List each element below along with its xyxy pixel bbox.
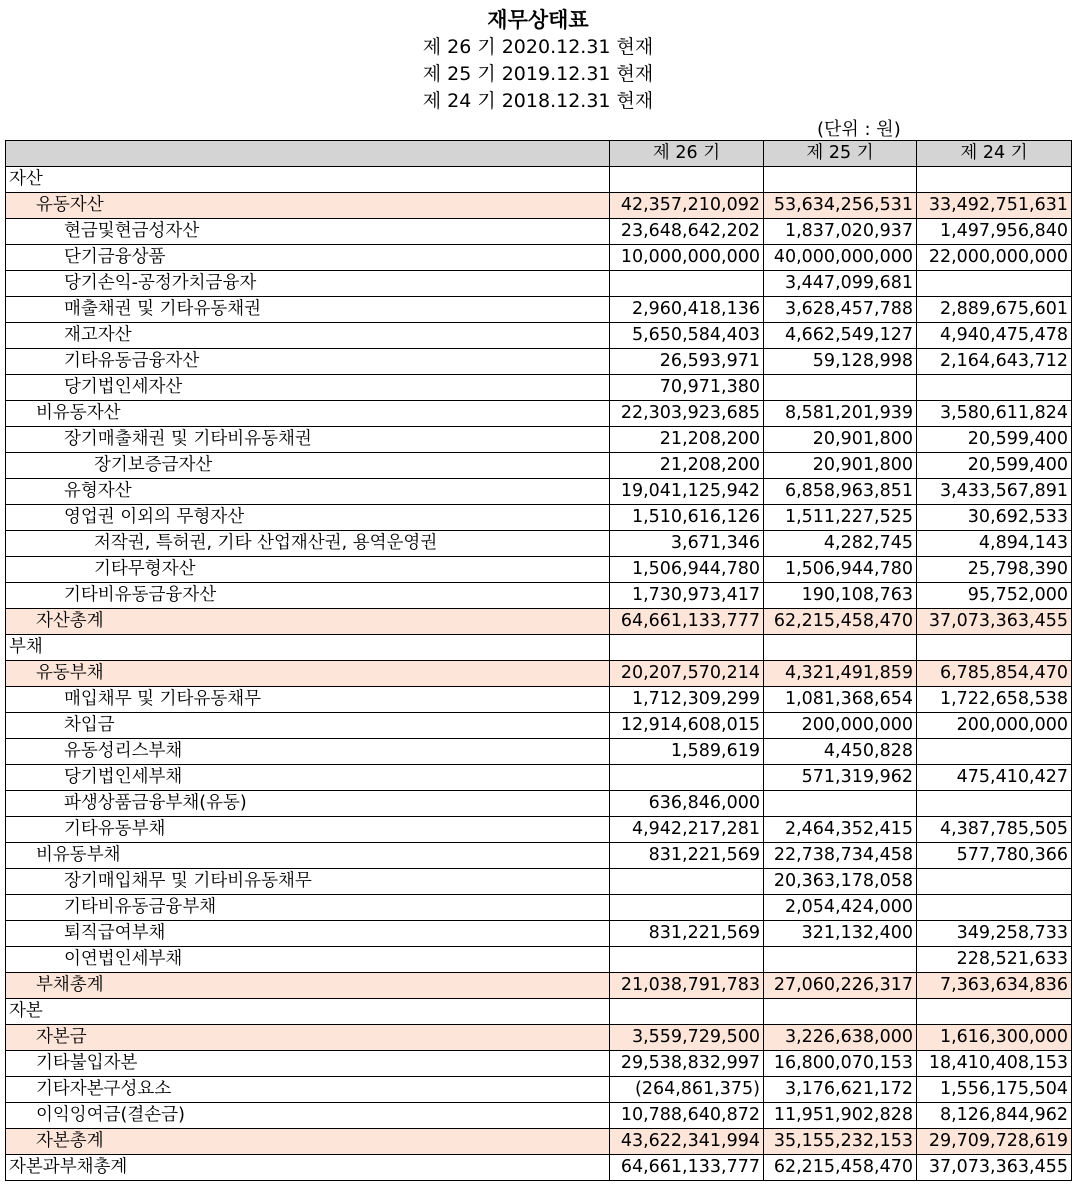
table-row <box>6 479 1072 505</box>
statement-title: 재무상태표 <box>487 8 589 32</box>
unit-label: (단위 : 원) <box>817 119 901 140</box>
value-period-25: 3,226,638,000 <box>764 1025 917 1051</box>
header-period-24: 제 24 기 <box>917 141 1072 167</box>
value-period-26: 3,559,729,500 <box>610 1025 764 1051</box>
account-label: 기타비유동금융부채 <box>6 895 610 921</box>
value-period-26: 19,041,125,942 <box>610 479 764 505</box>
table-row <box>6 765 1072 791</box>
value-period-25: 4,450,828 <box>764 739 917 765</box>
value-period-25: 2,464,352,415 <box>764 817 917 843</box>
account-label: 자본총계 <box>6 1129 610 1155</box>
value-period-24: 30,692,533 <box>917 505 1072 531</box>
value-period-26: 2,960,418,136 <box>610 297 764 323</box>
value-period-25: 1,837,020,937 <box>764 219 917 245</box>
value-period-25 <box>764 947 917 973</box>
value-period-26 <box>610 635 764 661</box>
value-period-24: 1,616,300,000 <box>917 1025 1072 1051</box>
value-period-26: 22,303,923,685 <box>610 401 764 427</box>
value-period-26: 1,730,973,417 <box>610 583 764 609</box>
value-period-24 <box>917 869 1072 895</box>
table-row <box>6 635 1072 661</box>
account-label: 유동성리스부채 <box>6 739 610 765</box>
value-period-24: 7,363,634,836 <box>917 973 1072 999</box>
account-label: 퇴직급여부채 <box>6 921 610 947</box>
value-period-25: 1,511,227,525 <box>764 505 917 531</box>
value-period-24 <box>917 167 1072 193</box>
value-period-26: 5,650,584,403 <box>610 323 764 349</box>
account-label: 당기법인세자산 <box>6 375 610 401</box>
account-label: 기타유동금융자산 <box>6 349 610 375</box>
table-row <box>6 609 1072 635</box>
table-row <box>6 713 1072 739</box>
table-row <box>6 817 1072 843</box>
account-label: 파생상품금융부채(유동) <box>6 791 610 817</box>
table-row <box>6 531 1072 557</box>
value-period-24 <box>917 895 1072 921</box>
value-period-26: 64,661,133,777 <box>610 1155 764 1181</box>
value-period-25: 4,321,491,859 <box>764 661 917 687</box>
value-period-25: 8,581,201,939 <box>764 401 917 427</box>
value-period-26: 1,589,619 <box>610 739 764 765</box>
value-period-24: 95,752,000 <box>917 583 1072 609</box>
value-period-26: 831,221,569 <box>610 921 764 947</box>
header-period-26: 제 26 기 <box>610 141 764 167</box>
table-row <box>6 245 1072 271</box>
value-period-25: 321,132,400 <box>764 921 917 947</box>
header-account <box>6 141 610 167</box>
account-label: 부채 <box>6 635 610 661</box>
table-row <box>6 1051 1072 1077</box>
value-period-26: 3,671,346 <box>610 531 764 557</box>
value-period-24: 3,433,567,891 <box>917 479 1072 505</box>
table-row <box>6 999 1072 1025</box>
value-period-26: 70,971,380 <box>610 375 764 401</box>
table-row <box>6 349 1072 375</box>
value-period-26 <box>610 999 764 1025</box>
value-period-24: 349,258,733 <box>917 921 1072 947</box>
value-period-26: 636,846,000 <box>610 791 764 817</box>
balance-sheet-table <box>5 140 1072 1181</box>
value-period-25 <box>764 167 917 193</box>
value-period-26: (264,861,375) <box>610 1077 764 1103</box>
value-period-26: 64,661,133,777 <box>610 609 764 635</box>
value-period-25: 20,901,800 <box>764 453 917 479</box>
value-period-26: 20,207,570,214 <box>610 661 764 687</box>
value-period-26: 42,357,210,092 <box>610 193 764 219</box>
table-row <box>6 375 1072 401</box>
account-label: 기타무형자산 <box>6 557 610 583</box>
value-period-24: 1,497,956,840 <box>917 219 1072 245</box>
value-period-24: 475,410,427 <box>917 765 1072 791</box>
value-period-25: 59,128,998 <box>764 349 917 375</box>
table-row <box>6 505 1072 531</box>
account-label: 기타비유동금융자산 <box>6 583 610 609</box>
value-period-25: 3,176,621,172 <box>764 1077 917 1103</box>
table-row <box>6 973 1072 999</box>
value-period-24: 33,492,751,631 <box>917 193 1072 219</box>
header-row <box>6 141 1072 167</box>
table-row <box>6 167 1072 193</box>
value-period-26 <box>610 947 764 973</box>
value-period-26: 1,506,944,780 <box>610 557 764 583</box>
account-label: 부채총계 <box>6 973 610 999</box>
value-period-25 <box>764 375 917 401</box>
value-period-24 <box>917 635 1072 661</box>
account-label: 유형자산 <box>6 479 610 505</box>
value-period-26 <box>610 167 764 193</box>
table-row <box>6 1025 1072 1051</box>
table-row <box>6 427 1072 453</box>
account-label: 기타자본구성요소 <box>6 1077 610 1103</box>
value-period-26: 29,538,832,997 <box>610 1051 764 1077</box>
table-row <box>6 661 1072 687</box>
value-period-25: 62,215,458,470 <box>764 1155 917 1181</box>
value-period-24 <box>917 375 1072 401</box>
account-label: 비유동자산 <box>6 401 610 427</box>
value-period-26 <box>610 895 764 921</box>
value-period-24: 1,722,658,538 <box>917 687 1072 713</box>
value-period-25 <box>764 791 917 817</box>
table-row <box>6 557 1072 583</box>
value-period-25: 27,060,226,317 <box>764 973 917 999</box>
account-label: 매입채무 및 기타유동채무 <box>6 687 610 713</box>
value-period-24 <box>917 791 1072 817</box>
value-period-26: 10,788,640,872 <box>610 1103 764 1129</box>
value-period-24: 200,000,000 <box>917 713 1072 739</box>
table-row <box>6 947 1072 973</box>
value-period-25 <box>764 999 917 1025</box>
account-label: 이연법인세부채 <box>6 947 610 973</box>
value-period-24: 3,580,611,824 <box>917 401 1072 427</box>
account-label: 차입금 <box>6 713 610 739</box>
account-label: 기타유동부채 <box>6 817 610 843</box>
value-period-24: 20,599,400 <box>917 427 1072 453</box>
value-period-24: 25,798,390 <box>917 557 1072 583</box>
account-label: 장기매입채무 및 기타비유동채무 <box>6 869 610 895</box>
value-period-24 <box>917 271 1072 297</box>
value-period-26: 23,648,642,202 <box>610 219 764 245</box>
table-row <box>6 323 1072 349</box>
table-row <box>6 401 1072 427</box>
table-row <box>6 219 1072 245</box>
value-period-24: 22,000,000,000 <box>917 245 1072 271</box>
value-period-25: 3,447,099,681 <box>764 271 917 297</box>
table-row <box>6 1129 1072 1155</box>
value-period-26: 43,622,341,994 <box>610 1129 764 1155</box>
value-period-24: 4,940,475,478 <box>917 323 1072 349</box>
account-label: 자본금 <box>6 1025 610 1051</box>
table-row <box>6 297 1072 323</box>
value-period-25: 22,738,734,458 <box>764 843 917 869</box>
value-period-25: 40,000,000,000 <box>764 245 917 271</box>
value-period-24: 37,073,363,455 <box>917 1155 1072 1181</box>
value-period-25: 35,155,232,153 <box>764 1129 917 1155</box>
account-label: 유동부채 <box>6 661 610 687</box>
value-period-25: 3,628,457,788 <box>764 297 917 323</box>
value-period-24: 8,126,844,962 <box>917 1103 1072 1129</box>
value-period-26: 4,942,217,281 <box>610 817 764 843</box>
account-label: 유동자산 <box>6 193 610 219</box>
value-period-26: 21,038,791,783 <box>610 973 764 999</box>
value-period-26: 1,510,616,126 <box>610 505 764 531</box>
table-row <box>6 271 1072 297</box>
value-period-26: 1,712,309,299 <box>610 687 764 713</box>
value-period-26: 21,208,200 <box>610 453 764 479</box>
header-period-25: 제 25 기 <box>764 141 917 167</box>
value-period-24 <box>917 999 1072 1025</box>
account-label: 이익잉여금(결손금) <box>6 1103 610 1129</box>
table-row <box>6 687 1072 713</box>
account-label: 장기보증금자산 <box>6 453 610 479</box>
value-period-25: 16,800,070,153 <box>764 1051 917 1077</box>
period-line-25: 제 25 기 2019.12.31 현재 <box>422 63 654 85</box>
account-label: 영업권 이외의 무형자산 <box>6 505 610 531</box>
value-period-26: 26,593,971 <box>610 349 764 375</box>
account-label: 현금및현금성자산 <box>6 219 610 245</box>
table-row <box>6 1077 1072 1103</box>
value-period-25: 2,054,424,000 <box>764 895 917 921</box>
value-period-26: 21,208,200 <box>610 427 764 453</box>
value-period-24: 577,780,366 <box>917 843 1072 869</box>
value-period-26: 10,000,000,000 <box>610 245 764 271</box>
value-period-25: 20,363,178,058 <box>764 869 917 895</box>
value-period-26 <box>610 765 764 791</box>
table-row <box>6 921 1072 947</box>
value-period-25: 571,319,962 <box>764 765 917 791</box>
account-label: 자산 <box>6 167 610 193</box>
account-label: 자산총계 <box>6 609 610 635</box>
value-period-24: 2,889,675,601 <box>917 297 1072 323</box>
value-period-25: 200,000,000 <box>764 713 917 739</box>
table-row <box>6 843 1072 869</box>
value-period-25: 190,108,763 <box>764 583 917 609</box>
account-label: 비유동부채 <box>6 843 610 869</box>
value-period-24: 37,073,363,455 <box>917 609 1072 635</box>
period-line-24: 제 24 기 2018.12.31 현재 <box>422 90 654 112</box>
table-body <box>6 167 1072 1181</box>
value-period-25: 62,215,458,470 <box>764 609 917 635</box>
value-period-26: 12,914,608,015 <box>610 713 764 739</box>
value-period-24: 29,709,728,619 <box>917 1129 1072 1155</box>
value-period-24: 20,599,400 <box>917 453 1072 479</box>
value-period-25: 11,951,902,828 <box>764 1103 917 1129</box>
account-label: 기타불입자본 <box>6 1051 610 1077</box>
table-row <box>6 895 1072 921</box>
value-period-25: 4,282,745 <box>764 531 917 557</box>
table-row <box>6 583 1072 609</box>
table-row <box>6 193 1072 219</box>
account-label: 당기법인세부채 <box>6 765 610 791</box>
value-period-25: 53,634,256,531 <box>764 193 917 219</box>
value-period-24 <box>917 739 1072 765</box>
value-period-26 <box>610 271 764 297</box>
table-row <box>6 453 1072 479</box>
account-label: 저작권, 특허권, 기타 산업재산권, 용역운영권 <box>6 531 610 557</box>
value-period-24: 18,410,408,153 <box>917 1051 1072 1077</box>
value-period-26 <box>610 869 764 895</box>
value-period-24: 1,556,175,504 <box>917 1077 1072 1103</box>
value-period-24: 228,521,633 <box>917 947 1072 973</box>
value-period-26: 831,221,569 <box>610 843 764 869</box>
table-row <box>6 1155 1072 1181</box>
account-label: 자본 <box>6 999 610 1025</box>
account-label: 장기매출채권 및 기타비유동채권 <box>6 427 610 453</box>
value-period-24: 4,387,785,505 <box>917 817 1072 843</box>
value-period-25: 6,858,963,851 <box>764 479 917 505</box>
table-row <box>6 1103 1072 1129</box>
value-period-24: 6,785,854,470 <box>917 661 1072 687</box>
value-period-25: 20,901,800 <box>764 427 917 453</box>
value-period-24: 4,894,143 <box>917 531 1072 557</box>
table-row <box>6 739 1072 765</box>
value-period-25: 1,506,944,780 <box>764 557 917 583</box>
value-period-25: 1,081,368,654 <box>764 687 917 713</box>
value-period-25 <box>764 635 917 661</box>
account-label: 자본과부채총계 <box>6 1155 610 1181</box>
period-line-26: 제 26 기 2020.12.31 현재 <box>422 36 654 58</box>
account-label: 단기금융상품 <box>6 245 610 271</box>
account-label: 매출채권 및 기타유동채권 <box>6 297 610 323</box>
table-row <box>6 869 1072 895</box>
account-label: 당기손익-공정가치금융자 <box>6 271 610 297</box>
table-row <box>6 791 1072 817</box>
value-period-24: 2,164,643,712 <box>917 349 1072 375</box>
value-period-25: 4,662,549,127 <box>764 323 917 349</box>
account-label: 재고자산 <box>6 323 610 349</box>
